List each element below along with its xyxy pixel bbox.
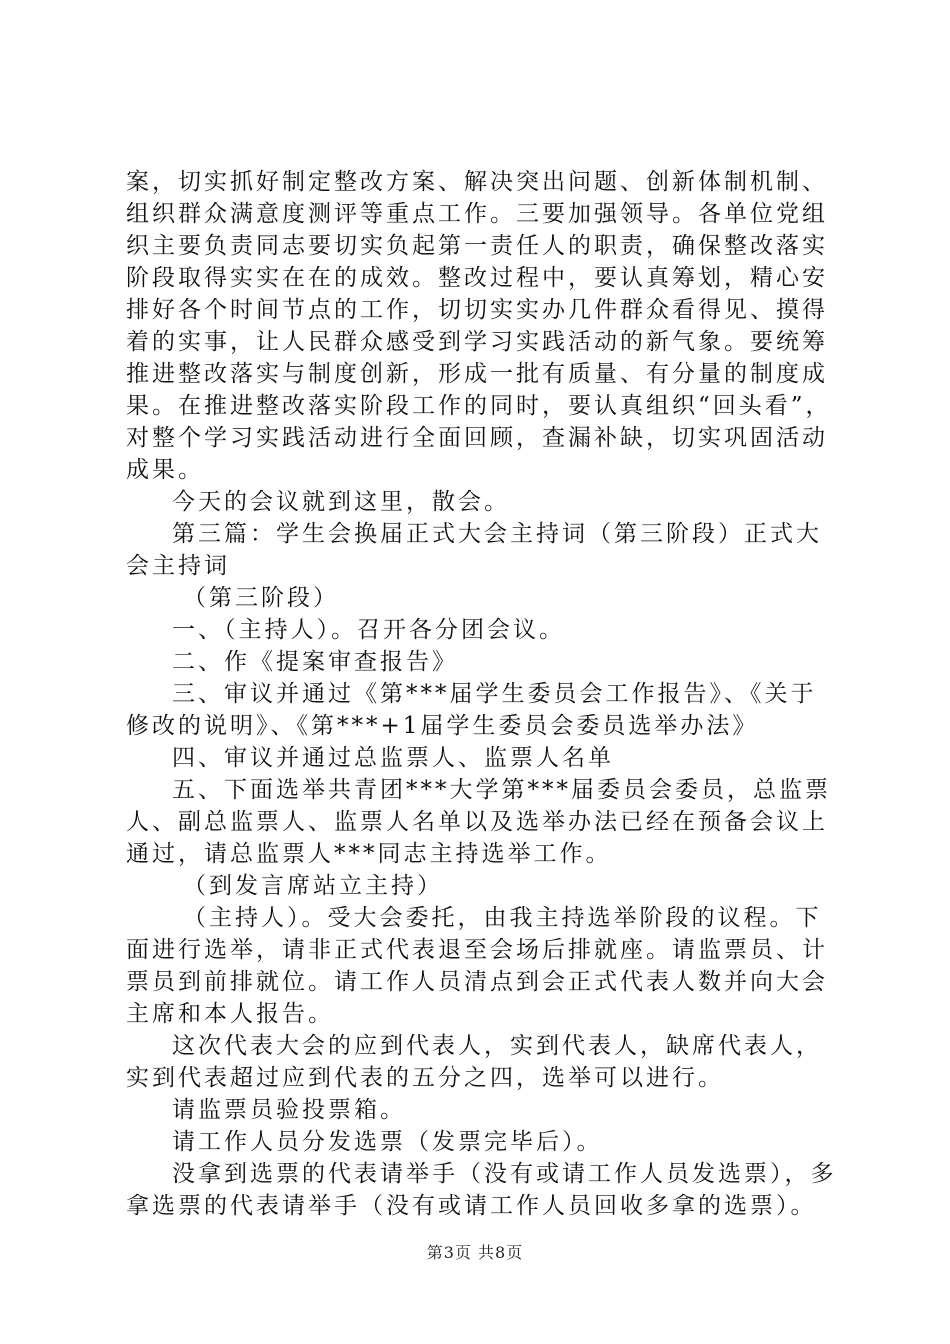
agenda-item-5: 五、下面选举共青团***大学第***届委员会委员，总监票人、副总监票人、监票人名单以及选举办法已经在预备会议上通过，请总监票人***同志主持选举工作。 [126, 777, 831, 867]
agenda-item-2: 二、作《提案审查报告》 [172, 649, 458, 675]
paragraph-1: 案，切实抓好制定整改方案、解决突出问题、创新体制机制、组织群众满意度测评等重点工作。三要加强领导。各单位党组织主要负责同志要切实负起第一责任人的职责，确保整改落实阶段取得实实在在的成效。整改过程中，要认真筹划，精心安排好各个时间节点的工作，切切实实办几件群众看得见、摸得着的实事，让人民群众感受到学习实践活动的新气象。要统筹推进整改落实与制度创新，形成一批有质量、有分量的制度成果。在推进整改落实阶段工作的同时，要认真组织“回头看”，对整个学习实践活动进行全面回顾，查漏补缺，切实巩固活动成果。 [126, 169, 832, 483]
paragraph-attendance: 这次代表大会的应到代表人，实到代表人，缺席代表人，实到代表超过应到代表的五分之四，选举可以进行。 [126, 1033, 822, 1091]
agenda-item-3: 三、审议并通过《第***届学生委员会工作报告》、《关于修改的说明》、《第***+1届学生委员会委员选举办法》 [126, 681, 817, 739]
paragraph-ballot-box: 请监票员验投票箱。 [172, 1097, 406, 1123]
agenda-item-1: 一、（主持人）。召开各分团会议。 [172, 617, 565, 643]
page-footer: 第3页 共8页 [426, 1243, 524, 1262]
paragraph-stage: （第三阶段） [183, 585, 339, 611]
agenda-item-4: 四、审议并通过总监票人、监票人名单 [172, 745, 614, 771]
document-body [126, 166, 838, 1222]
host-speech: （主持人）。受大会委托，由我主持选举阶段的议程。下面进行选举，请非正式代表退至会场后排就座。请监票员、计票员到前排就位。请工作人员清点到会正式代表人数并向大会主席和本人报告。 [126, 905, 828, 1027]
section-heading: 第三篇：学生会换届正式大会主持词（第三阶段）正式大会主持词 [126, 521, 822, 579]
stage-direction: （到发言席站立主持） [183, 873, 443, 899]
paragraph-distribute: 请工作人员分发选票（发票完毕后）。 [172, 1129, 603, 1155]
paragraph-2: 今天的会议就到这里，散会。 [172, 489, 510, 515]
paragraph-raise-hands: 没拿到选票的代表请举手（没有或请工作人员发选票），多拿选票的代表请举手（没有或请工作人员回收多拿的选票）。 [126, 1161, 837, 1219]
